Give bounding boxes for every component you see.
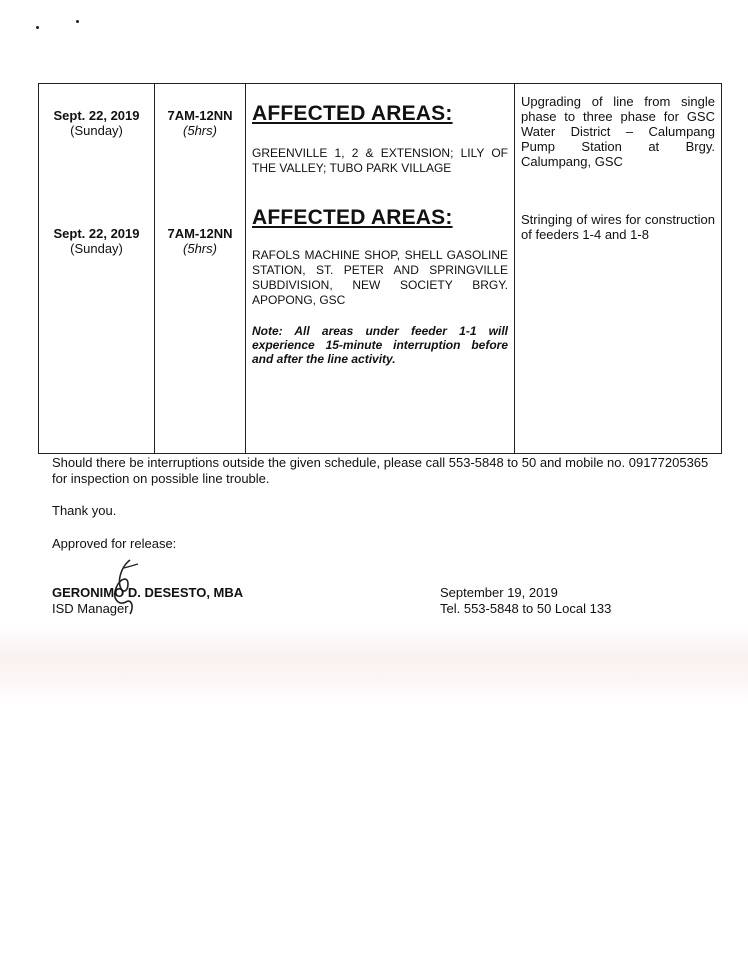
approved-for-release: Approved for release: (52, 536, 177, 551)
interruption-notice: Should there be interruptions outside the given schedule, please call 553-5848 to 50 and mobile no. 09177205365 for inspection on possible line trouble. (52, 455, 709, 486)
time-range: 7AM-12NN (167, 225, 233, 241)
affected-areas-heading: AFFECTED AREAS: (252, 205, 453, 229)
paper-smudge (0, 625, 748, 705)
duration: (5hrs) (183, 240, 217, 256)
signatory-name: GERONIMO D. DESESTO, MBA (52, 585, 244, 600)
date: Sept. 22, 2019 (53, 225, 140, 241)
release-date: September 19, 2019 (440, 585, 558, 600)
affected-areas-list: GREENVILLE 1, 2 & EXTENSION; LILY OF THE VALLEY; TUBO PARK VILLAGE (252, 146, 508, 175)
table-row (39, 84, 722, 204)
time-range: 7AM-12NN (167, 108, 233, 123)
thank-you: Thank you. (52, 503, 117, 518)
day: (Sunday) (70, 123, 123, 138)
schedule-table (38, 83, 722, 454)
duration: (5hrs) (183, 123, 217, 138)
activity-cell (515, 84, 722, 204)
feeder-note: Note: All areas under feeder 1-1 will experience 15-minute interruption before and after the line activity. (252, 323, 508, 366)
stray-mark (36, 26, 39, 29)
day: (Sunday) (70, 240, 123, 256)
date-cell (39, 204, 155, 454)
table-row (39, 204, 722, 454)
signatory-title: ISD Manager (52, 601, 129, 616)
affected-areas-heading: AFFECTED AREAS: (252, 102, 453, 125)
stray-mark (76, 20, 79, 23)
time-cell (155, 84, 246, 204)
activity-cell (515, 204, 722, 454)
areas-cell (246, 204, 515, 454)
telephone: Tel. 553-5848 to 50 Local 133 (440, 601, 612, 616)
activity-description: Upgrading of line from single phase to three phase for GSC Water District – Calumpang Pump Station at Brgy. Calumpang, GSC (521, 94, 715, 169)
time-cell (155, 204, 246, 454)
date-cell (39, 84, 155, 204)
date: Sept. 22, 2019 (53, 108, 140, 123)
affected-areas-list: RAFOLS MACHINE SHOP, SHELL GASOLINE STATION, ST. PETER AND SPRINGVILLE SUBDIVISION, NEW SOCIETY BRGY. APOPONG, GSC (252, 247, 508, 307)
activity-description: Stringing of wires for construction of feeders 1-4 and 1-8 (521, 211, 715, 242)
areas-cell (246, 84, 515, 204)
